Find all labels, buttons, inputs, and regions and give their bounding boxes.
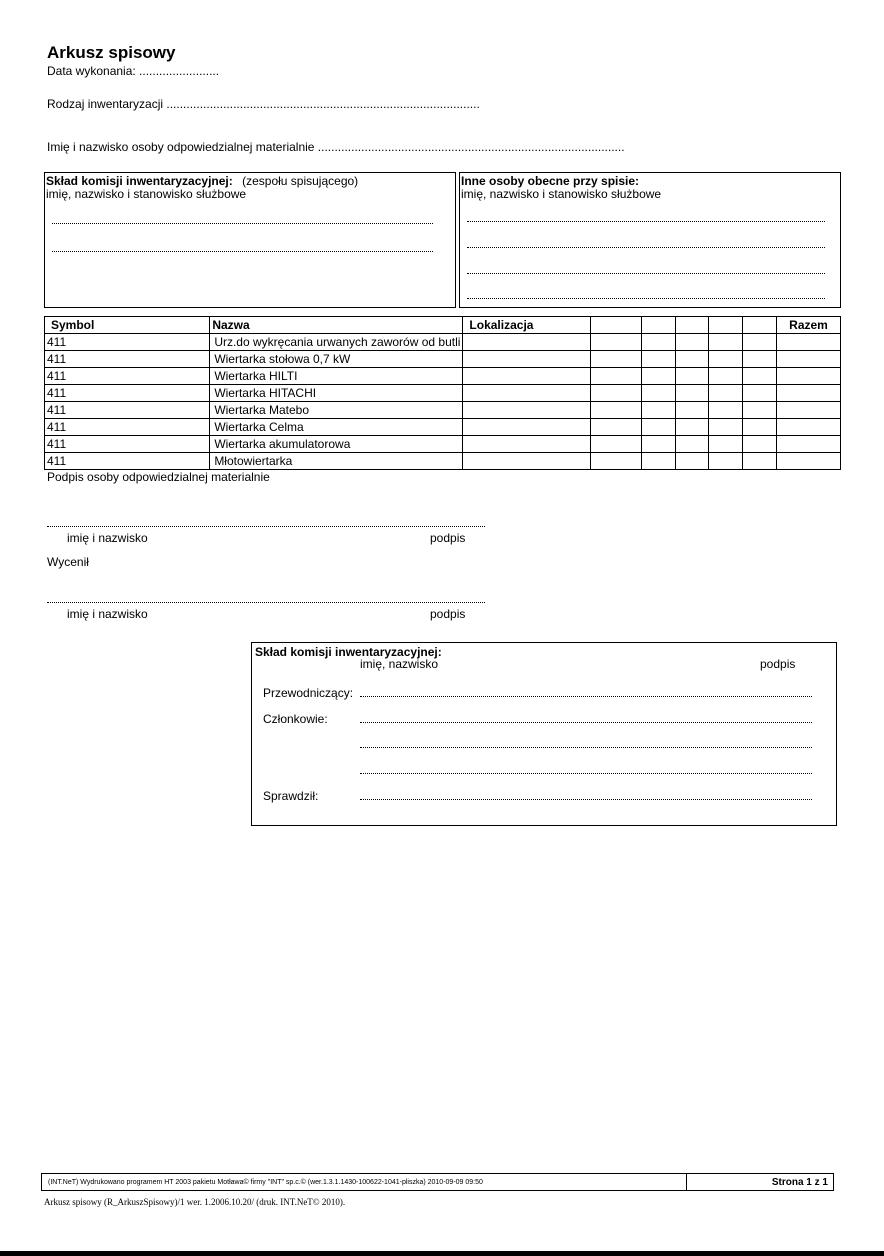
member-line[interactable] <box>360 722 812 723</box>
commission-box-subtitle: imię, nazwisko i stanowisko służbowe <box>46 187 247 201</box>
cell-empty <box>743 334 777 351</box>
cell-empty <box>641 453 675 470</box>
cell-empty <box>675 402 709 419</box>
cell-empty <box>709 419 743 436</box>
cell-empty <box>591 402 642 419</box>
cell-empty <box>591 334 642 351</box>
cell-symbol: 411 <box>45 436 210 453</box>
cell-empty <box>675 385 709 402</box>
cell-empty <box>591 436 642 453</box>
others-entry-line[interactable] <box>467 247 825 248</box>
cell-empty <box>709 351 743 368</box>
cell-empty <box>641 402 675 419</box>
cell-empty <box>743 436 777 453</box>
others-box-subtitle: imię, nazwisko i stanowisko służbowe <box>461 187 662 201</box>
cell-empty <box>591 368 642 385</box>
cell-empty <box>743 419 777 436</box>
table-row <box>45 419 841 436</box>
cell-empty <box>743 385 777 402</box>
cell-name: Młotowiertarka <box>210 453 463 470</box>
valued-sign-line[interactable] <box>47 602 485 603</box>
cell-symbol: 411 <box>45 351 210 368</box>
cell-empty <box>675 351 709 368</box>
cell-empty <box>777 351 841 368</box>
cell-empty <box>675 419 709 436</box>
col-symbol: Symbol <box>45 317 210 334</box>
valued-label: Wycenił <box>47 555 89 569</box>
cell-empty <box>591 385 642 402</box>
date-field[interactable]: Data wykonania: ........................ <box>47 64 220 78</box>
signature-caption: podpis <box>430 607 466 621</box>
name-caption: imię i nazwisko <box>67 531 148 545</box>
cell-name: Wiertarka akumulatorowa <box>210 436 463 453</box>
commission-entry-line[interactable] <box>52 223 433 224</box>
others-box <box>459 172 841 308</box>
col-name: Nazwa <box>210 317 463 334</box>
cell-empty <box>709 385 743 402</box>
col-blank <box>591 317 642 334</box>
signature-caption: podpis <box>430 531 466 545</box>
table-header-row <box>45 317 841 334</box>
cell-empty <box>641 334 675 351</box>
print-info: (INT.NeT) Wydrukowano programem HT 2003 pakietu Motława© firmy "INT" sp.c.© (wer.1.3.1.1430-100622-1041-pliszka) 2010-09-09 09:50 <box>48 1179 483 1186</box>
commission-box <box>44 172 456 308</box>
table-row <box>45 351 841 368</box>
cell-empty <box>743 368 777 385</box>
col-blank <box>743 317 777 334</box>
cell-symbol: 411 <box>45 334 210 351</box>
cell-empty <box>777 368 841 385</box>
cell-symbol: 411 <box>45 453 210 470</box>
cell-empty <box>463 351 591 368</box>
commission-box-title: Skład komisji inwentaryzacyjnej: <box>46 174 233 188</box>
cell-empty <box>463 334 591 351</box>
checked-line[interactable] <box>360 799 812 800</box>
cell-empty <box>463 436 591 453</box>
cell-empty <box>641 436 675 453</box>
cell-symbol: 411 <box>45 385 210 402</box>
commission-name-col: imię, nazwisko <box>360 657 439 671</box>
members-label: Członkowie: <box>263 712 328 726</box>
responsible-sign-label: Podpis osoby odpowiedzialnej materialnie <box>47 470 270 484</box>
cell-empty <box>463 419 591 436</box>
cell-name: Wiertarka HITACHI <box>210 385 463 402</box>
inventory-table <box>44 316 841 470</box>
page-title: Arkusz spisowy <box>47 43 176 62</box>
cell-empty <box>743 351 777 368</box>
table-row <box>45 385 841 402</box>
cell-empty <box>777 385 841 402</box>
commission-sign-col: podpis <box>760 657 796 671</box>
cell-empty <box>463 453 591 470</box>
cell-symbol: 411 <box>45 419 210 436</box>
checked-label: Sprawdził: <box>263 789 319 803</box>
print-footer <box>41 1173 834 1191</box>
others-entry-line[interactable] <box>467 273 825 274</box>
chair-line[interactable] <box>360 696 812 697</box>
cell-empty <box>777 402 841 419</box>
cell-empty <box>675 368 709 385</box>
cell-empty <box>675 436 709 453</box>
cell-empty <box>743 402 777 419</box>
col-blank <box>641 317 675 334</box>
cell-empty <box>777 453 841 470</box>
commission-sign-title: Skład komisji inwentaryzacyjnej: <box>255 645 442 659</box>
col-location: Lokalizacja <box>463 317 591 334</box>
table-row <box>45 436 841 453</box>
commission-entry-line[interactable] <box>52 251 433 252</box>
others-entry-line[interactable] <box>467 298 825 299</box>
cell-empty <box>777 334 841 351</box>
member-line[interactable] <box>360 747 812 748</box>
cell-empty <box>641 385 675 402</box>
cell-empty <box>641 419 675 436</box>
cell-empty <box>709 453 743 470</box>
form-version-note: Arkusz spisowy (R_ArkuszSpisowy)/1 wer. 1.2006.10.20/ (druk. INT.NeT© 2010). <box>44 1197 346 1207</box>
cell-name: Wiertarka HILTI <box>210 368 463 385</box>
cell-empty <box>591 453 642 470</box>
footer-divider <box>686 1174 687 1190</box>
cell-empty <box>591 419 642 436</box>
col-blank <box>709 317 743 334</box>
col-blank <box>675 317 709 334</box>
commission-box-paren: (zespołu spisującego) <box>242 174 359 188</box>
cell-empty <box>777 436 841 453</box>
inventory-type-field[interactable]: Rodzaj inwentaryzacji .............................................................................................. <box>47 97 480 111</box>
name-caption: imię i nazwisko <box>67 607 148 621</box>
cell-empty <box>709 334 743 351</box>
cell-name: Wiertarka stołowa 0,7 kW <box>210 351 463 368</box>
table-row <box>45 453 841 470</box>
page-number: Strona 1 z 1 <box>771 1177 828 1188</box>
cell-symbol: 411 <box>45 402 210 419</box>
cell-empty <box>709 368 743 385</box>
table-row <box>45 334 841 351</box>
member-line[interactable] <box>360 773 812 774</box>
cell-empty <box>743 453 777 470</box>
cell-empty <box>463 385 591 402</box>
cell-empty <box>641 368 675 385</box>
responsible-person-field[interactable]: Imię i nazwisko osoby odpowiedzialnej materialnie ............................................................................................ <box>47 140 625 154</box>
chair-label: Przewodniczący: <box>263 686 354 700</box>
responsible-sign-line[interactable] <box>47 526 485 527</box>
table-row <box>45 368 841 385</box>
others-box-title: Inne osoby obecne przy spisie: <box>461 174 640 188</box>
cell-empty <box>709 402 743 419</box>
cell-name: Wiertarka Celma <box>210 419 463 436</box>
cell-empty <box>641 351 675 368</box>
others-entry-line[interactable] <box>467 221 825 222</box>
cell-name: Urz.do wykręcania urwanych zaworów od butli <box>210 334 463 351</box>
col-total: Razem <box>777 317 841 334</box>
table-row <box>45 402 841 419</box>
commission-sign-box <box>251 642 837 826</box>
cell-name: Wiertarka Matebo <box>210 402 463 419</box>
cell-empty <box>777 419 841 436</box>
bottom-border <box>0 1251 884 1256</box>
cell-empty <box>675 453 709 470</box>
cell-empty <box>463 368 591 385</box>
cell-empty <box>463 402 591 419</box>
cell-empty <box>591 351 642 368</box>
cell-empty <box>675 334 709 351</box>
cell-empty <box>709 436 743 453</box>
cell-symbol: 411 <box>45 368 210 385</box>
